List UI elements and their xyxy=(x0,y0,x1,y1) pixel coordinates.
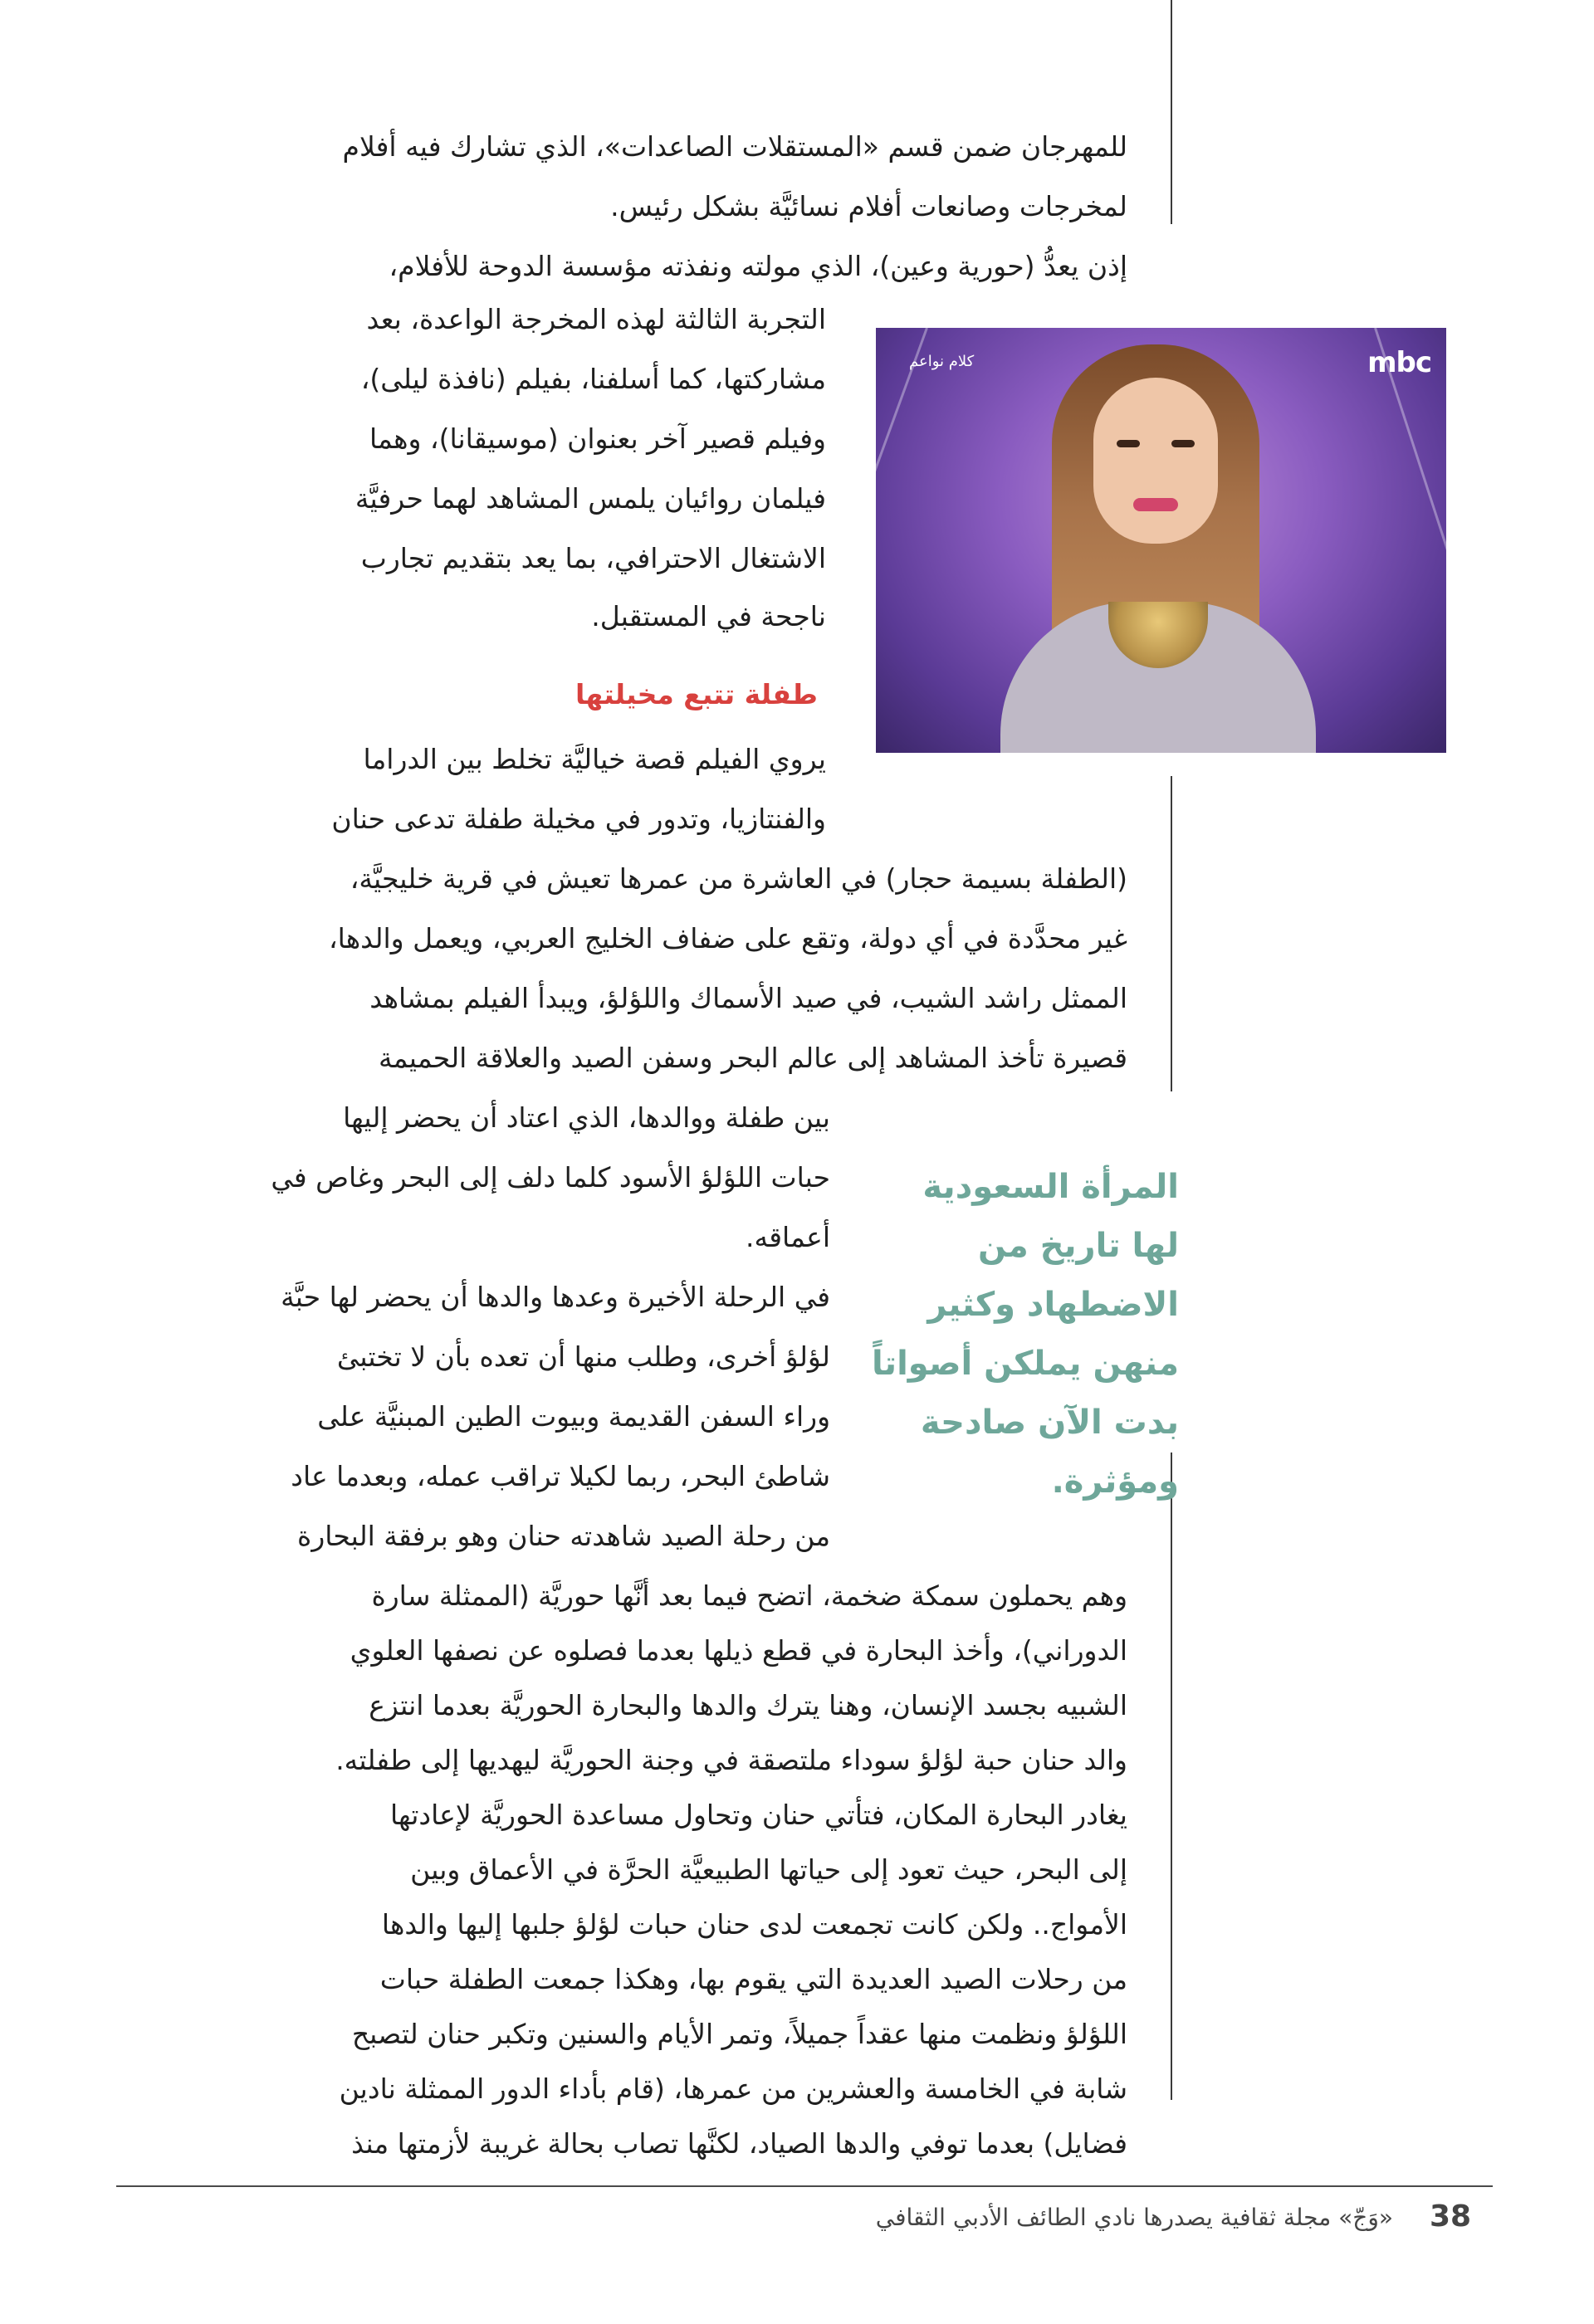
pull-quote-line: لها تاريخ من xyxy=(978,1227,1179,1265)
text-line: غير محدَّدة في أي دولة، وتقع على ضفاف الخليج العربي، ويعمل والدها، xyxy=(329,922,1127,954)
text-line: يغادر البحارة المكان، فتأتي حنان وتحاول مساعدة الحوريَّة لإعادتها xyxy=(389,1799,1127,1831)
text-line: شابة في الخامسة والعشرين من عمرها، (قام بأداء الدور الممثلة نادين xyxy=(339,2073,1127,2105)
text-line: التجربة الثالثة لهذه المخرجة الواعدة، بعد xyxy=(366,303,826,335)
text-line: في الرحلة الأخيرة وعدها والدها أن يحضر لها حبَّة xyxy=(281,1281,830,1313)
text-line: لمخرجات وصانعات أفلام نسائيَّة بشكل رئيس. xyxy=(610,190,1127,222)
lower-vertical-rule xyxy=(1171,1452,1172,2100)
text-line: بين طفلة ووالدها، الذي اعتاد أن يحضر إليها xyxy=(343,1101,830,1134)
text-line: قصيرة تأخذ المشاهد إلى عالم البحر وسفن الصيد والعلاقة الحميمة xyxy=(378,1042,1127,1074)
text-line: إلى البحر، حيث تعود إلى حياتها الطبيعيَّة الحرَّة في الأعماق وبين xyxy=(410,1853,1127,1886)
text-line: للمهرجان ضمن قسم «المستقلات الصاعدات»، الذي تشارك فيه أفلام xyxy=(342,130,1127,163)
footer-text: «وَجّ» مجلة ثقافية يصدرها نادي الطائف الأدبي الثقافي xyxy=(875,2204,1393,2231)
text-line: فضايل) بعدما توفي والدها الصياد، لكنَّها تصاب بحالة غريبة لأزمتها منذ xyxy=(351,2127,1127,2160)
mbc-logo: mbc xyxy=(1367,346,1431,379)
show-photo xyxy=(876,328,1446,753)
section-heading: طفلة تتبع مخيلتها xyxy=(575,678,818,710)
pull-quote-line: منهن يملكن أصواتاً xyxy=(872,1345,1179,1383)
text-line: من رحلات الصيد العديدة التي يقوم بها، وهكذا جمعت الطفلة حبات xyxy=(379,1963,1127,1995)
footer-rule xyxy=(116,2185,1493,2187)
text-line: (الطفلة بسيمة حجار) في العاشرة من عمرها تعيش في قرية خليجيَّة، xyxy=(350,862,1127,895)
text-line: الاشتغال الاحترافي، بما يعد بتقديم تجارب xyxy=(360,542,826,574)
text-line: من رحلة الصيد شاهدته حنان وهو برفقة البحارة xyxy=(297,1520,830,1552)
text-line: حبات اللؤلؤ الأسود كلما دلف إلى البحر وغاص في xyxy=(271,1161,830,1194)
middle-vertical-rule xyxy=(1171,776,1172,1091)
text-line: شاطئ البحر، ربما لكيلا تراقب عمله، وبعدما عاد xyxy=(291,1460,830,1492)
text-line: ناجحة في المستقبل. xyxy=(591,600,826,632)
text-line: يروي الفيلم قصة خياليَّة تخلط بين الدراما xyxy=(363,743,826,775)
pull-quote-line: المرأة السعودية xyxy=(922,1168,1179,1206)
text-line: فيلمان روائيان يلمس المشاهد لهما حرفيَّة xyxy=(354,482,826,515)
page-number: 38 xyxy=(1430,2200,1472,2234)
text-line: اللؤلؤ ونظمت منها عقداً جميلاً، وتمر الأيام والسنين وتكبر حنان لتصبح xyxy=(351,2018,1127,2050)
text-line: الدوراني)، وأخذ البحارة في قطع ذيلها بعدما فصلوه عن نصفها العلوي xyxy=(350,1634,1127,1667)
text-line: مشاركتها، كما أسلفنا، بفيلم (نافذة ليلى)، xyxy=(360,363,826,395)
text-line: الممثل راشد الشيب، في صيد الأسماك واللؤلؤ، ويبدأ الفيلم بمشاهد xyxy=(369,982,1127,1014)
text-line: وفيلم قصير آخر بعنوان (موسيقانا)، وهما xyxy=(369,422,826,455)
text-line: أعماقه. xyxy=(746,1221,830,1253)
text-line: لؤلؤ أخرى، وطلب منها أن تعده بأن لا تختبئ xyxy=(336,1340,830,1373)
pull-quote-line: ومؤثرة. xyxy=(1051,1462,1179,1501)
text-line: الشبيه بجسد الإنسان، وهنا يترك والدها والبحارة الحوريَّة بعدما انتزع xyxy=(369,1689,1127,1721)
pull-quote-line: بدت الآن صادحة xyxy=(920,1404,1179,1442)
text-line: والفنتازيا، وتدور في مخيلة طفلة تدعى حنان xyxy=(331,803,826,835)
text-line: والد حنان حبة لؤلؤ سوداء ملتصقة في وجنة الحوريَّة ليهديها إلى طفلته. xyxy=(335,1744,1127,1776)
text-line: وراء السفن القديمة وبيوت الطين المبنيَّة على xyxy=(317,1400,830,1433)
text-line: إذن يعدُّ (حورية وعين)، الذي مولته ونفذته مؤسسة الدوحة للأفلام، xyxy=(389,250,1127,282)
text-line: وهم يحملون سمكة ضخمة، اتضح فيما بعد أنَّها حوريَّة (الممثلة سارة xyxy=(371,1579,1127,1612)
pull-quote-line: الاضطهاد وكثير xyxy=(927,1286,1179,1324)
top-vertical-rule xyxy=(1171,0,1172,224)
show-name-caption: كلام نواعم xyxy=(909,353,975,370)
text-line: الأمواج.. ولكن كانت تجمعت لدى حنان حبات لؤلؤ جلبها إليها والدها xyxy=(381,1908,1127,1941)
